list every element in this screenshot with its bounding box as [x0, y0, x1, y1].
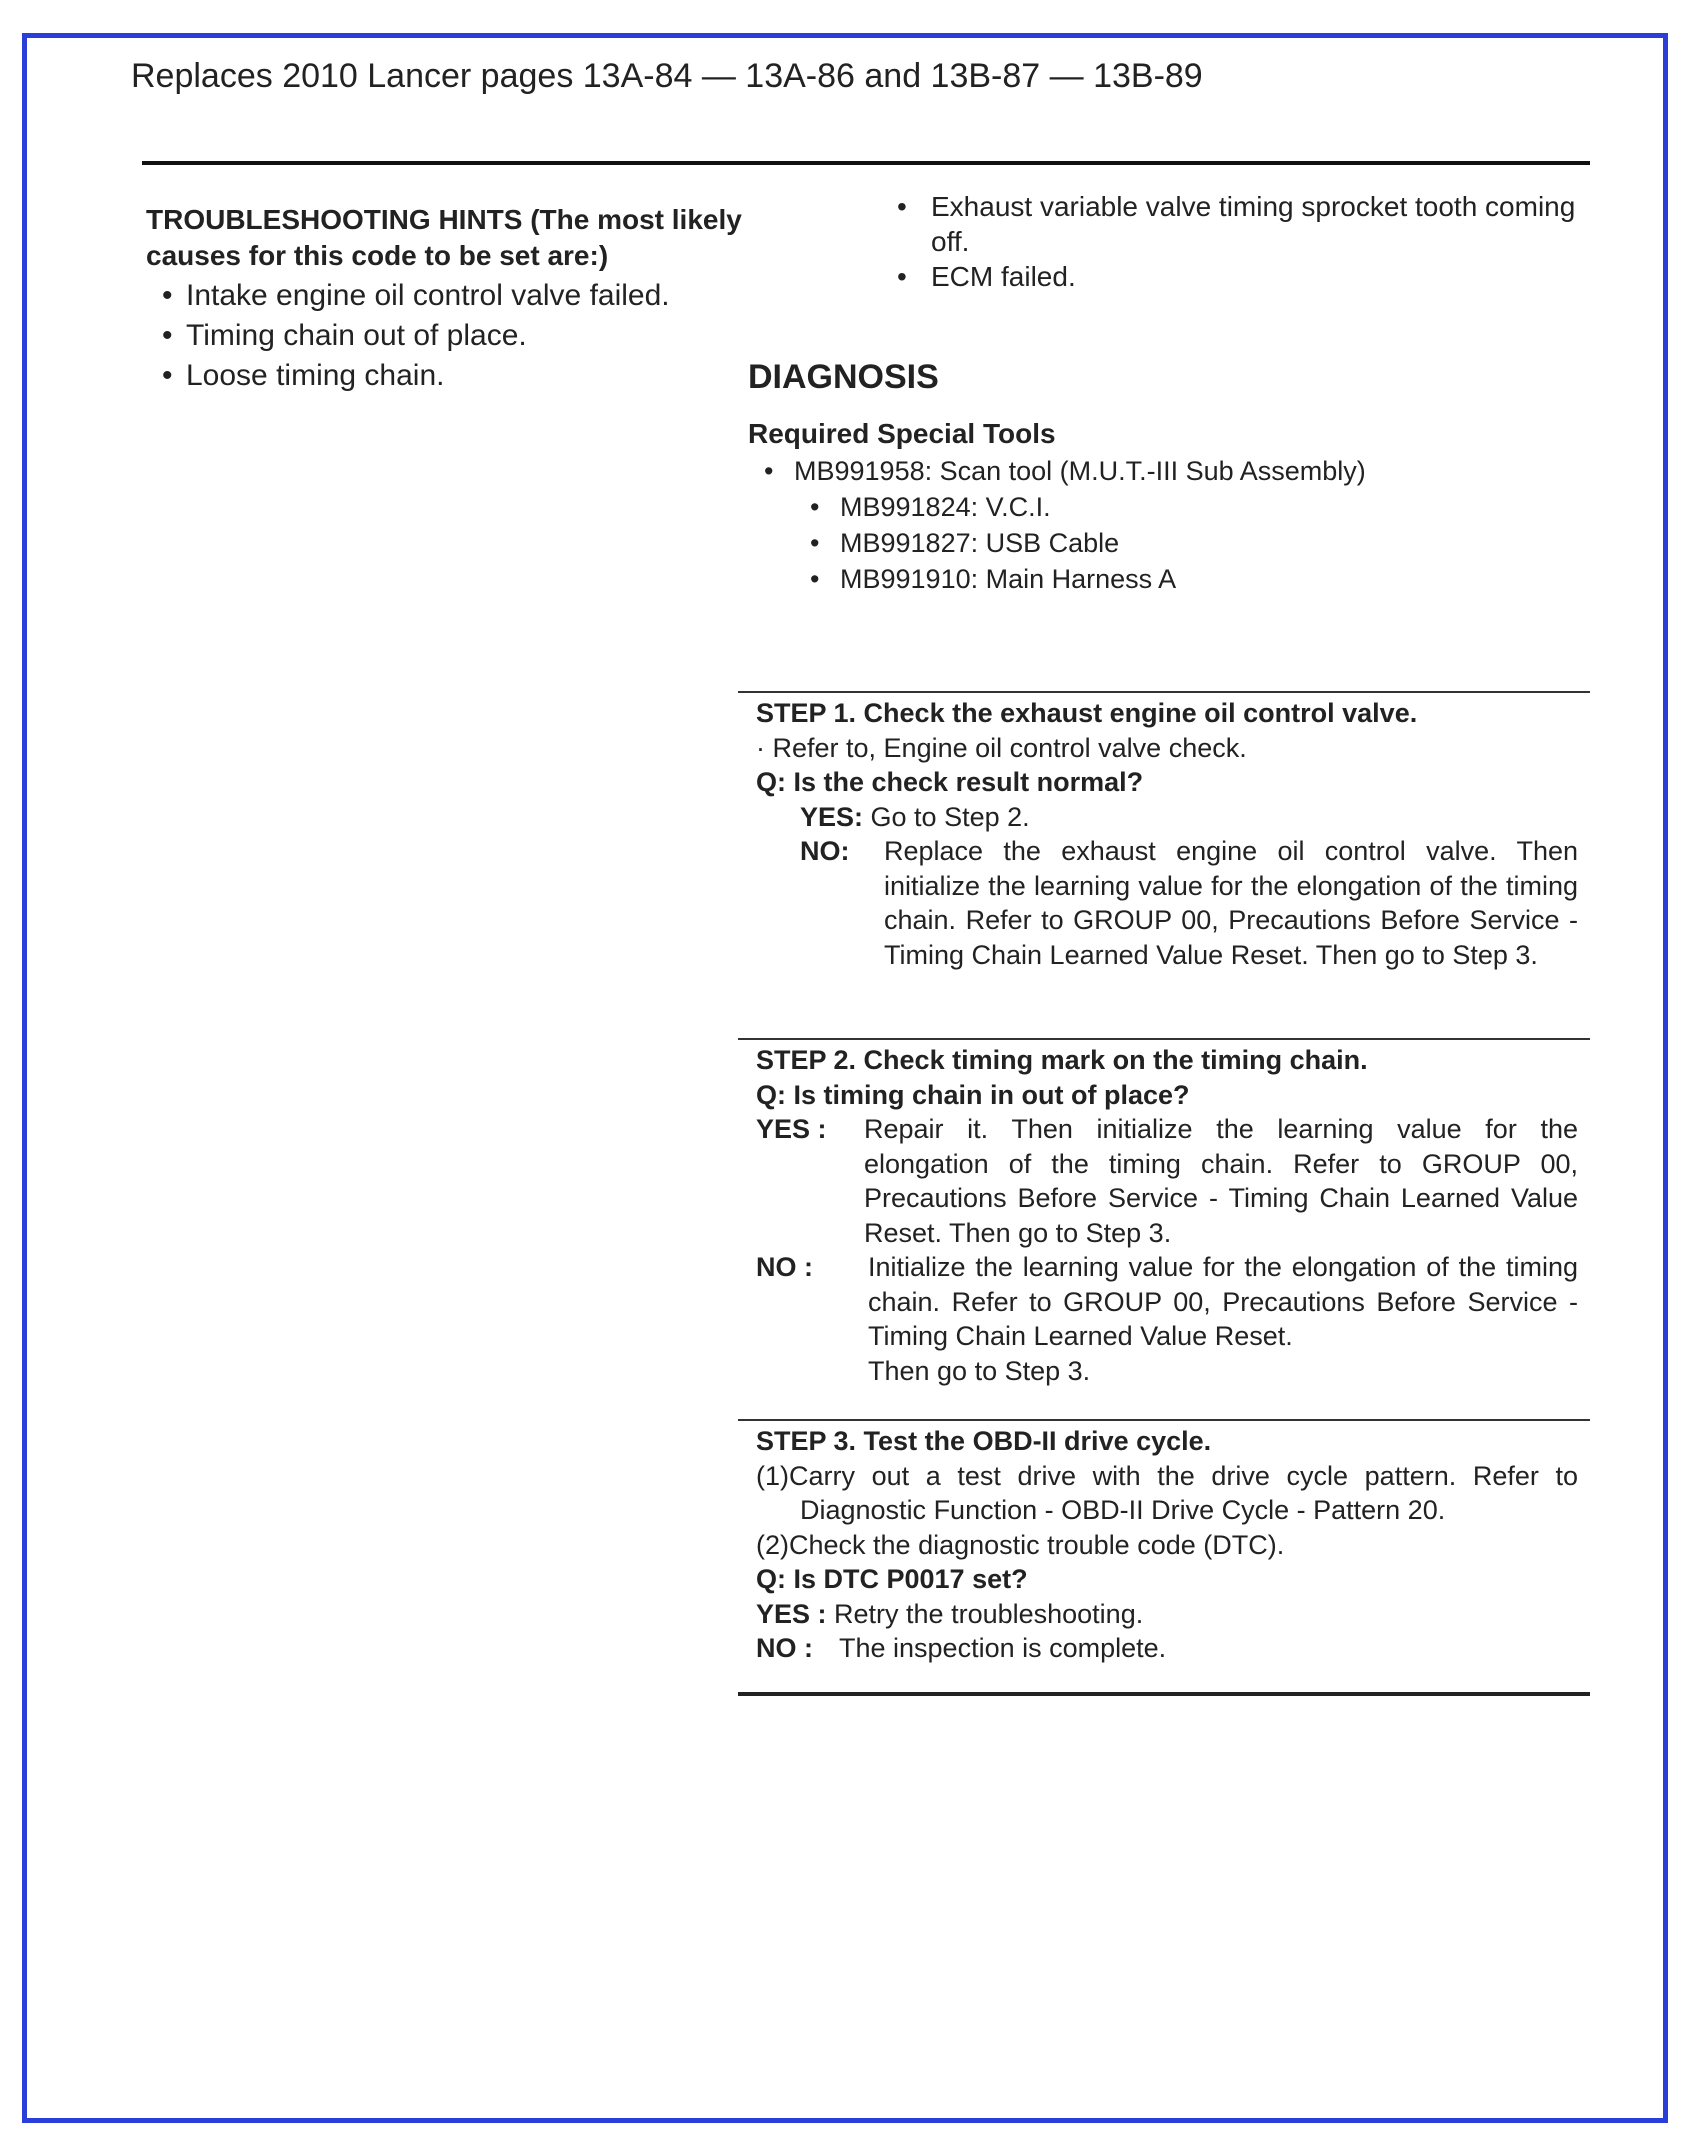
- step3-question: Q: Is DTC P0017 set?: [756, 1564, 1028, 1594]
- list-item: • Timing chain out of place.: [162, 316, 826, 356]
- step1-no: [756, 834, 1578, 972]
- list-item: • Intake engine oil control valve failed.: [162, 276, 826, 316]
- list-item: • Loose timing chain.: [162, 356, 826, 396]
- tool-sub: • MB991910: Main Harness A: [764, 561, 1604, 597]
- step1-title: STEP 1. Check the exhaust engine oil control valve.: [756, 698, 1418, 728]
- step1-rule: [738, 691, 1590, 693]
- yes-text: Repair it. Then initialize the learning value for the elongation of the timing chain. Refer to GROUP 00, Precautions Before Service - Timing Chain Learned Value Reset. Then go to Step 3.: [864, 1114, 1578, 1248]
- tool-sub: • MB991824: V.C.I.: [764, 489, 1604, 525]
- step3-item1: (1)Carry out a test drive with the drive cycle pattern. Refer to Diagnostic Function - OBD-II Drive Cycle - Pattern 20.: [756, 1460, 1578, 1525]
- no-text: The inspection is complete.: [839, 1633, 1167, 1663]
- step1-note: · Refer to, Engine oil control valve check.: [756, 732, 1247, 763]
- step3-title: STEP 3. Test the OBD-II drive cycle.: [756, 1426, 1212, 1456]
- no-text: Replace the exhaust engine oil control valve. Then initialize the learning value for the elongation of the timing chain. Refer to GROUP 00, Precautions Before Service - Timing Chain Learned Value Reset. Then go to Step 3.: [884, 836, 1578, 970]
- bottom-rule: [738, 1692, 1590, 1696]
- page-header: Replaces 2010 Lancer pages 13A-84 — 13A-86 and 13B-87 — 13B-89: [131, 57, 1203, 95]
- step3-item2: (2)Check the diagnostic trouble code (DTC).: [756, 1529, 1285, 1560]
- yes-label: YES:: [800, 801, 864, 832]
- no-label: NO:: [800, 836, 850, 866]
- step2-question: Q: Is timing chain in out of place?: [756, 1079, 1190, 1110]
- no-label: NO :: [756, 1252, 813, 1282]
- hints-title-line2: causes for this code to be set are:): [146, 240, 609, 271]
- step3-rule: [738, 1419, 1590, 1421]
- no-label: NO :: [756, 1633, 813, 1663]
- list-item: • ECM failed.: [897, 259, 1597, 294]
- tool-main: • MB991958: Scan tool (M.U.T.-III Sub Assembly): [764, 453, 1604, 489]
- step1: [756, 696, 1578, 972]
- tools-title: Required Special Tools: [748, 418, 1056, 449]
- diagnosis-title: DIAGNOSIS: [748, 358, 939, 396]
- yes-label: YES :: [756, 1114, 827, 1144]
- step2-title: STEP 2. Check timing mark on the timing chain.: [756, 1045, 1368, 1075]
- hints-title-line1: TROUBLESHOOTING HINTS (The most likely: [146, 204, 742, 235]
- step3-no: [756, 1631, 1578, 1666]
- step2-rule: [738, 1038, 1590, 1040]
- hints-continued: [897, 189, 1597, 294]
- step1-question: Q: Is the check result normal?: [756, 767, 1144, 797]
- step1-yes: [756, 800, 1578, 835]
- troubleshooting-hints: [146, 202, 826, 396]
- step2: [756, 1043, 1578, 1388]
- tool-sub: • MB991827: USB Cable: [764, 525, 1604, 561]
- yes-text: Go to Step 2.: [863, 801, 1030, 832]
- yes-label: YES :: [756, 1598, 827, 1629]
- step3: [756, 1424, 1578, 1666]
- tools-list: [764, 453, 1604, 597]
- list-item: • Exhaust variable valve timing sprocket tooth coming off.: [897, 189, 1597, 259]
- yes-text: Retry the troubleshooting.: [826, 1598, 1144, 1629]
- step2-no: [756, 1250, 1578, 1388]
- step3-yes: [756, 1597, 1578, 1632]
- step2-yes: [756, 1112, 1578, 1250]
- no-text: Initialize the learning value for the elongation of the timing chain. Refer to GROUP 00, Precautions Before Service - Timing Chain Learned Value Reset.: [868, 1252, 1578, 1351]
- header-rule: [142, 161, 1590, 165]
- hints-list: [146, 276, 826, 396]
- no-text-continued: Then go to Step 3.: [868, 1355, 1091, 1386]
